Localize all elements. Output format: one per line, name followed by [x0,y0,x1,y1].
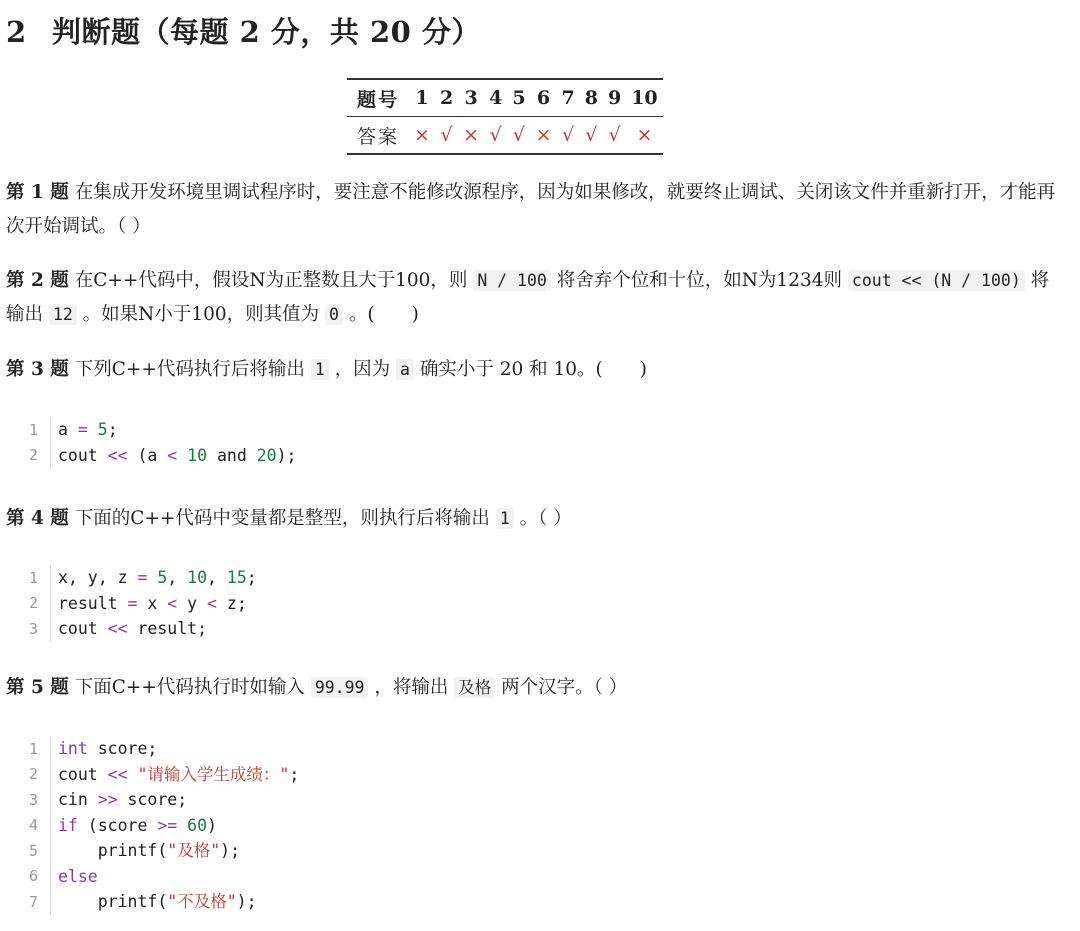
answer-mark: × [414,124,430,146]
line-number: 2 [28,446,38,465]
section-title-text: 判断题（每题 2 分，共 20 分） [52,15,481,49]
question-number-label: 题号 [347,79,409,117]
question-label: 第 3 题 [6,359,69,380]
question-3 [6,353,1066,387]
code-text: if (score >= 60) [50,813,217,839]
inline-code: 0 [325,304,343,325]
question-number: 2 [435,79,458,117]
question-number: 10 [626,79,662,117]
line-number: 7 [28,892,38,911]
answer-mark: √ [608,124,621,146]
inline-code: 1 [311,359,329,380]
section-title [6,10,481,51]
answer-table [347,78,663,155]
code-line [18,787,299,813]
question-number: 6 [531,79,557,117]
question-text: 两个汉字。（ ） [495,677,628,698]
answer-label: 答案 [357,125,400,148]
line-number: 5 [28,841,38,860]
line-number: 4 [28,816,38,835]
question-label: 第 4 题 [6,508,69,529]
code-line [18,838,299,864]
inline-code: N / 100 [473,270,551,291]
question-label: 第 1 题 [6,182,69,203]
question-text: 。（ ） [513,508,572,529]
inline-code: cout << (N / 100) [848,270,1025,291]
code-text: cout << (a < 10 and 20); [50,443,296,469]
answer-table-header-row [347,79,663,117]
question-number: 3 [458,79,484,117]
question-text: 在C++代码中，假设N为正整数且大于100，则 [74,270,474,291]
code-line [18,762,299,788]
code-block-q5 [18,736,299,915]
code-text: else [50,864,98,890]
code-line [18,889,299,915]
code-text: cin >> score; [50,787,187,813]
question-number: 4 [484,79,507,117]
question-5 [6,671,1066,705]
question-text: ，因为 [328,359,397,380]
question-4 [6,502,1066,536]
question-number: 9 [603,79,626,117]
question-number: 7 [556,79,579,117]
question-label: 第 5 题 [6,677,69,698]
code-block-q3 [18,417,296,468]
line-number: 1 [28,568,38,587]
section-number: 2 [6,15,27,49]
line-number: 3 [28,790,38,809]
code-text: cout << result; [50,616,207,642]
answer-mark: √ [585,124,598,146]
inline-code: 12 [49,304,77,325]
question-text: 下列C++代码执行后将输出 [74,359,311,380]
code-line [18,565,257,591]
answer-mark: × [463,124,480,146]
question-2 [6,264,1066,332]
question-label: 第 2 题 [6,270,69,291]
inline-code: a [396,359,414,380]
code-line [18,864,299,890]
question-text: 。( ) [342,304,419,325]
question-number: 8 [580,79,603,117]
question-number: 5 [507,79,530,117]
answer-mark: √ [489,124,502,146]
code-text: result = x < y < z; [50,591,247,617]
question-text: 下面C++代码执行时如输入 [74,677,311,698]
code-line [18,736,299,762]
question-text: 确实小于 20 和 10。( ) [413,359,647,380]
code-text: printf("及格"); [50,838,240,864]
code-text: cout << "请输入学生成绩："; [50,762,299,788]
question-text: 。如果N小于100，则其值为 [76,304,326,325]
answer-mark: √ [440,124,453,146]
line-number: 3 [28,619,38,638]
answer-table-answer-row [347,117,663,155]
question-number: 1 [409,79,435,117]
line-number: 1 [28,739,38,758]
code-block-q4 [18,565,257,642]
line-number: 2 [28,594,38,613]
question-text: 在集成开发环境里调试程序时，要注意不能修改源程序，因为如果修改，就要终止调试、关闭该文件并重新打开，才能再次开始调试。（ ） [6,182,1056,237]
code-line [18,443,296,469]
inline-code: 1 [496,508,514,529]
inline-code: 99.99 [311,677,369,698]
line-number: 6 [28,867,38,886]
inline-code: 及格 [454,677,495,698]
line-number: 2 [28,765,38,784]
answer-mark: √ [562,124,575,146]
code-line [18,813,299,839]
question-1 [6,176,1066,244]
answer-mark: × [535,124,552,146]
line-number: 1 [28,420,38,439]
code-text: printf("不及格"); [50,889,257,915]
answer-mark: √ [512,124,525,146]
code-line [18,417,296,443]
code-text: a = 5; [50,417,118,443]
code-text: x, y, z = 5, 10, 15; [50,565,257,591]
code-line [18,616,257,642]
question-text: 下面的C++代码中变量都是整型，则执行后将输出 [74,508,496,529]
question-text: 将舍弃个位和十位，如N为1234则 [550,270,848,291]
question-text: 将输出 [6,270,1050,325]
question-text: ，将输出 [368,677,455,698]
code-line [18,591,257,617]
code-text: int score; [50,736,157,762]
answer-mark: × [636,124,653,146]
